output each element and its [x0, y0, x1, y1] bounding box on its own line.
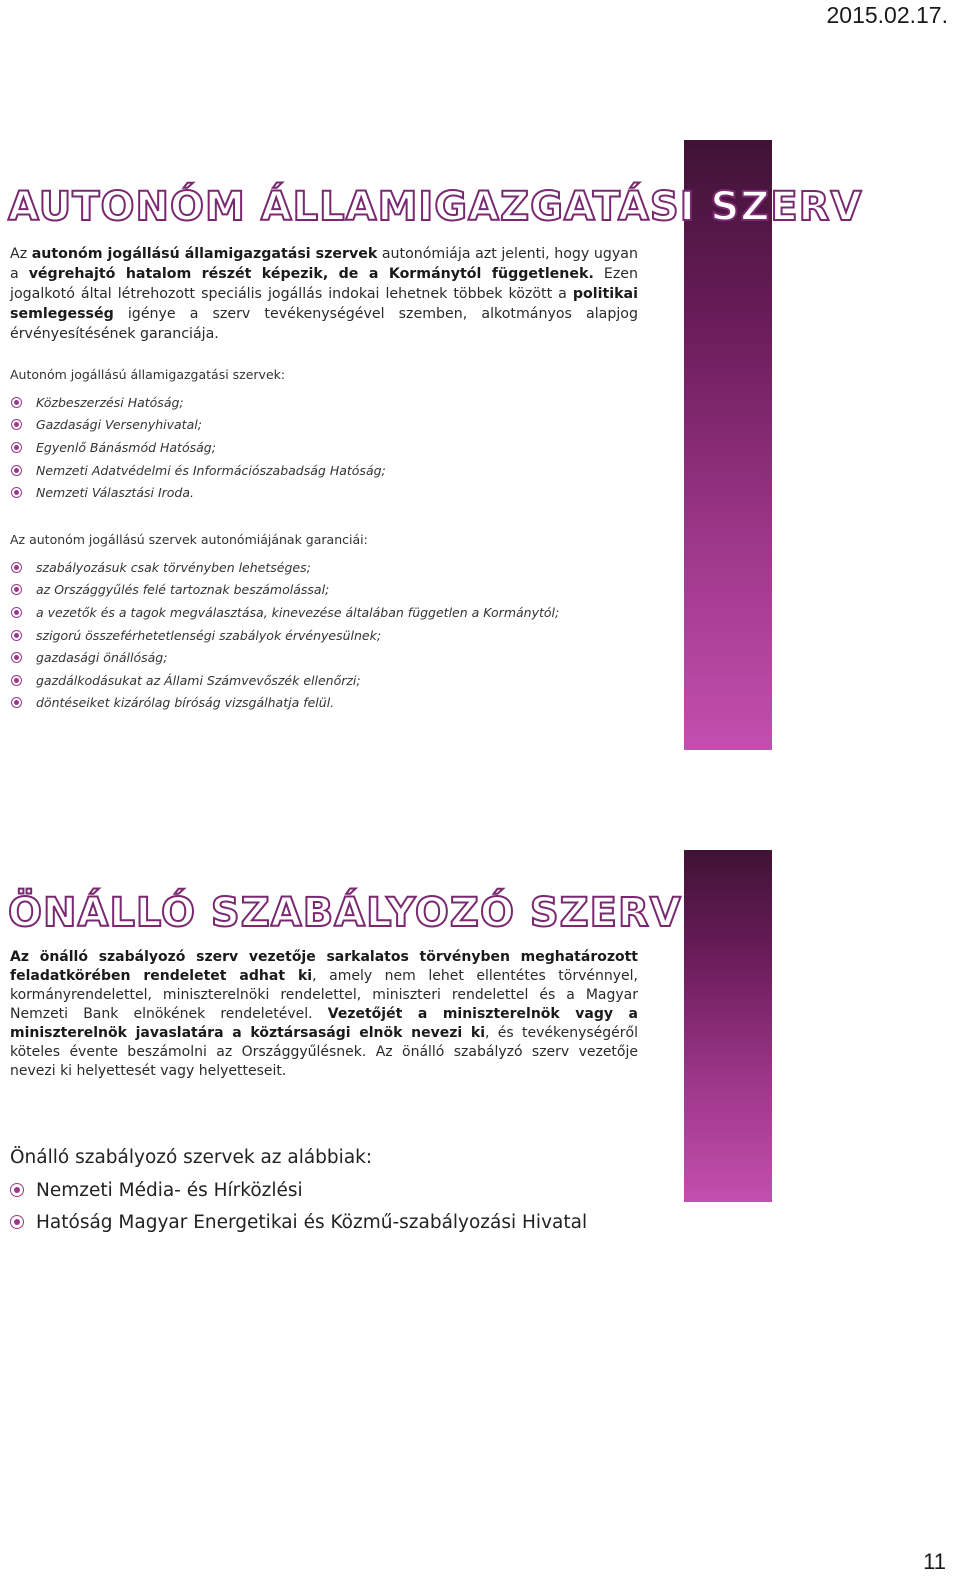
bold-run: autonóm jogállású államigazgatási szervek — [31, 246, 378, 262]
list-item — [10, 1206, 650, 1238]
circle-bullet-icon — [11, 397, 22, 408]
list-item-text: Hatóság Magyar Energetikai és Közmű-szabályozási Hivatal — [36, 1211, 588, 1233]
bold-run: végrehajtó hatalom részét képezik, de a Kormánytól függetlenek. — [28, 266, 594, 282]
list-title: Az autonóm jogállású szervek autonómiájának garanciái: — [10, 532, 368, 547]
circle-bullet-icon — [11, 607, 22, 618]
decorative-side-bar — [684, 850, 772, 1202]
bold-run: Az önálló szabályozó szerv vezetője sarkalatos törvényben meghatározott feladatkörében rendeletet adhat ki — [10, 949, 638, 984]
circle-bullet-icon — [11, 442, 22, 453]
guarantees-list-block — [10, 532, 650, 714]
intro-paragraph — [10, 948, 638, 1081]
circle-bullet-icon — [10, 1215, 24, 1229]
list-item-text: szabályozásuk csak törvényben lehetséges; — [36, 559, 311, 575]
circle-bullet-icon — [11, 487, 22, 498]
list-item — [10, 556, 650, 579]
guarantees-list — [10, 556, 650, 714]
circle-bullet-icon — [11, 652, 22, 663]
decorative-side-bar — [684, 140, 772, 750]
header-date: 2015.02.17. — [826, 2, 948, 28]
list-item — [10, 414, 650, 437]
regulators-list — [10, 1174, 650, 1238]
circle-bullet-icon — [11, 630, 22, 641]
slide-title: AUTONÓM ÁLLAMIGAZGATÁSI SZERV — [8, 184, 863, 230]
regulators-list-block — [10, 1147, 650, 1238]
list-item-text: Egyenlő Bánásmód Hatóság; — [36, 439, 216, 455]
circle-bullet-icon — [11, 584, 22, 595]
list-item — [10, 1174, 650, 1206]
list-item — [10, 624, 650, 647]
list-item-text: Közbeszerzési Hatóság; — [36, 394, 184, 410]
list-item — [10, 669, 650, 692]
text-run: Ezen jogalkotó által létrehozott speciális jogállás indokai lehetnek többek között a — [10, 266, 638, 302]
list-title: Autonóm jogállású államigazgatási szervek: — [10, 367, 286, 382]
list-item-text: szigorú összeférhetetlenségi szabályok érvényesülnek; — [36, 627, 382, 643]
list-item-text: gazdálkodásukat az Állami Számvevőszék ellenőrzi; — [36, 672, 361, 688]
list-item — [10, 391, 650, 414]
bodies-list-block — [10, 367, 650, 504]
bodies-list — [10, 391, 650, 504]
circle-bullet-icon — [11, 675, 22, 686]
text-run: , amely nem lehet ellentétes törvénnyel, kormányrendelettel, miniszterelnöki rendelettel, miniszteri rendelettel és a Magyar Nemzeti Bank elnökének rendeletével. — [10, 968, 638, 1022]
bold-run: politikai semlegesség — [10, 286, 638, 322]
list-item-text: a vezetők és a tagok megválasztása, kinevezése általában független a Kormánytól; — [36, 604, 560, 620]
list-item-text: gazdasági önállóság; — [36, 650, 168, 666]
intro-paragraph — [10, 244, 638, 344]
list-item-text: Nemzeti Adatvédelmi és Információszabadság Hatóság; — [36, 462, 386, 478]
text-run: igénye a szerv tevékenységével szemben, alkotmányos alapjog érvényesítésének garanciája. — [10, 306, 638, 342]
page-number: 11 — [923, 1549, 946, 1574]
circle-bullet-icon — [11, 465, 22, 476]
text-run: Az — [10, 246, 32, 262]
circle-bullet-icon — [11, 419, 22, 430]
list-item-text: Nemzeti Választási Iroda. — [36, 485, 194, 501]
list-title: Önálló szabályozó szervek az alábbiak: — [10, 1147, 373, 1168]
list-item-text: az Országgyűlés felé tartoznak beszámolással; — [36, 582, 330, 598]
slide-title: ÖNÁLLÓ SZABÁLYOZÓ SZERV — [8, 890, 682, 936]
list-item-text: döntéseiket kizárólag bíróság vizsgálhatja felül. — [36, 695, 335, 711]
list-item — [10, 646, 650, 669]
list-item-text: Nemzeti Média- és Hírközlési — [36, 1179, 303, 1201]
list-item — [10, 579, 650, 602]
list-item — [10, 481, 650, 504]
circle-bullet-icon — [11, 697, 22, 708]
text-run: , és tevékenységéről köteles évente beszámolni az Országgyűlésnek. Az önálló szabályzó szerv vezetője nevezi ki helyettesét vagy helyetteseit. — [10, 1025, 638, 1079]
list-item — [10, 459, 650, 482]
circle-bullet-icon — [10, 1183, 24, 1197]
list-item — [10, 436, 650, 459]
list-item — [10, 601, 650, 624]
bold-run: Vezetőjét a miniszterelnök vagy a miniszterelnök javaslatára a köztársasági elnök nevezi ki — [10, 1006, 638, 1041]
list-item — [10, 692, 650, 715]
circle-bullet-icon — [11, 562, 22, 573]
list-item-text: Gazdasági Versenyhivatal; — [36, 417, 202, 433]
text-run: autonómiája azt jelenti, hogy ugyan a — [10, 246, 638, 282]
